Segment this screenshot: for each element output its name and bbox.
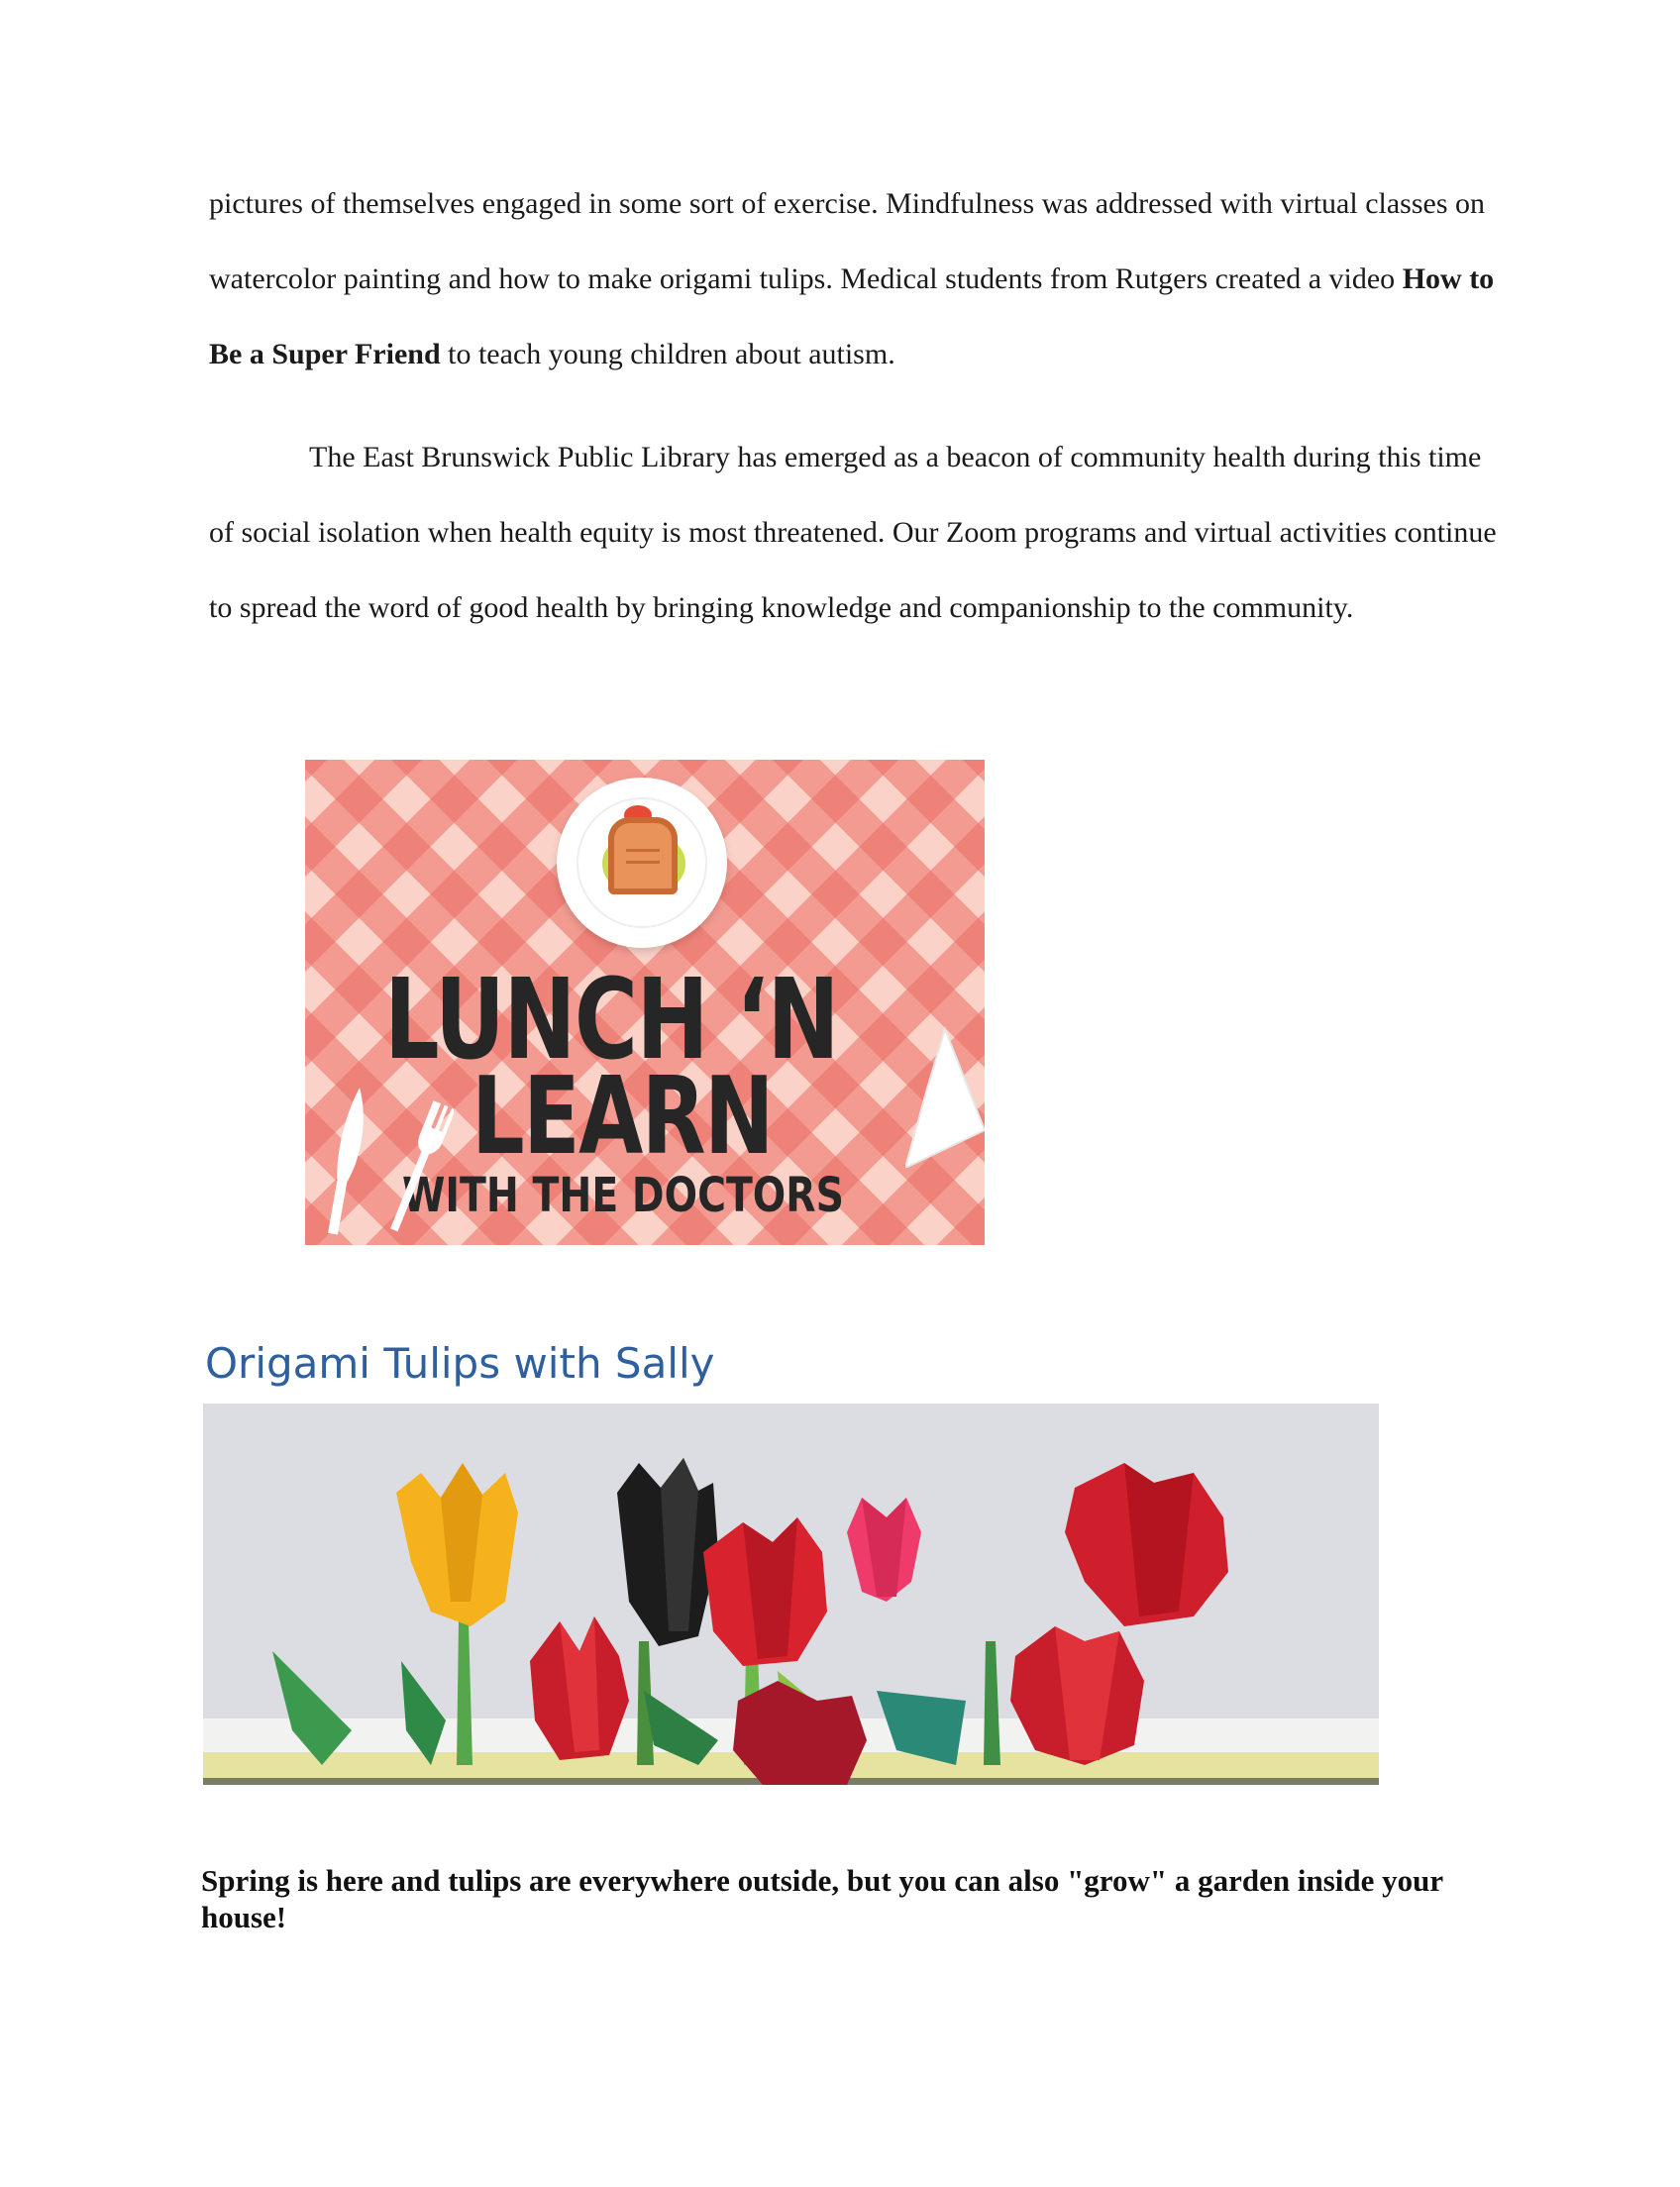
body-paragraph-1 <box>209 166 1497 392</box>
closing-statement: Spring is here and tulips are everywhere outside, but you can also "grow" a garden inside your house! <box>201 1863 1443 1934</box>
lunch-n-learn-banner <box>305 760 985 1245</box>
banner-title-line-1: LUNCH ‘N <box>384 956 839 1085</box>
section-heading: Origami Tulips with Sally <box>205 1339 715 1388</box>
knife-icon <box>325 1087 370 1236</box>
plate-toast-icon <box>557 778 727 948</box>
banner-subtitle: WITH THE DOCTORS <box>402 1168 844 1223</box>
fork-icon <box>383 1100 454 1234</box>
video-title: How to Be a Super Friend <box>209 262 1495 370</box>
body-paragraph-2: The East Brunswick Public Library has emerged as a beacon of community health during this time of social isolation when health equity is most threatened. Our Zoom programs and virtual activities continue to spread the word of good health by bringing knowledge and companionship to the community. <box>209 441 1497 624</box>
origami-tulips-photo <box>203 1404 1379 1785</box>
napkin-icon <box>905 1019 985 1168</box>
paragraph-1-text-end: to teach young children about autism. <box>440 338 895 370</box>
cutlery-icon <box>325 1087 454 1245</box>
banner-title-line-2: LEARN <box>472 1055 773 1179</box>
paragraph-1-text-start: pictures of themselves engaged in some sort of exercise. Mindfulness was addressed with virtual classes on watercolor painting and how to make origami tulips. Medical students from Rutgers created a video <box>209 187 1486 295</box>
